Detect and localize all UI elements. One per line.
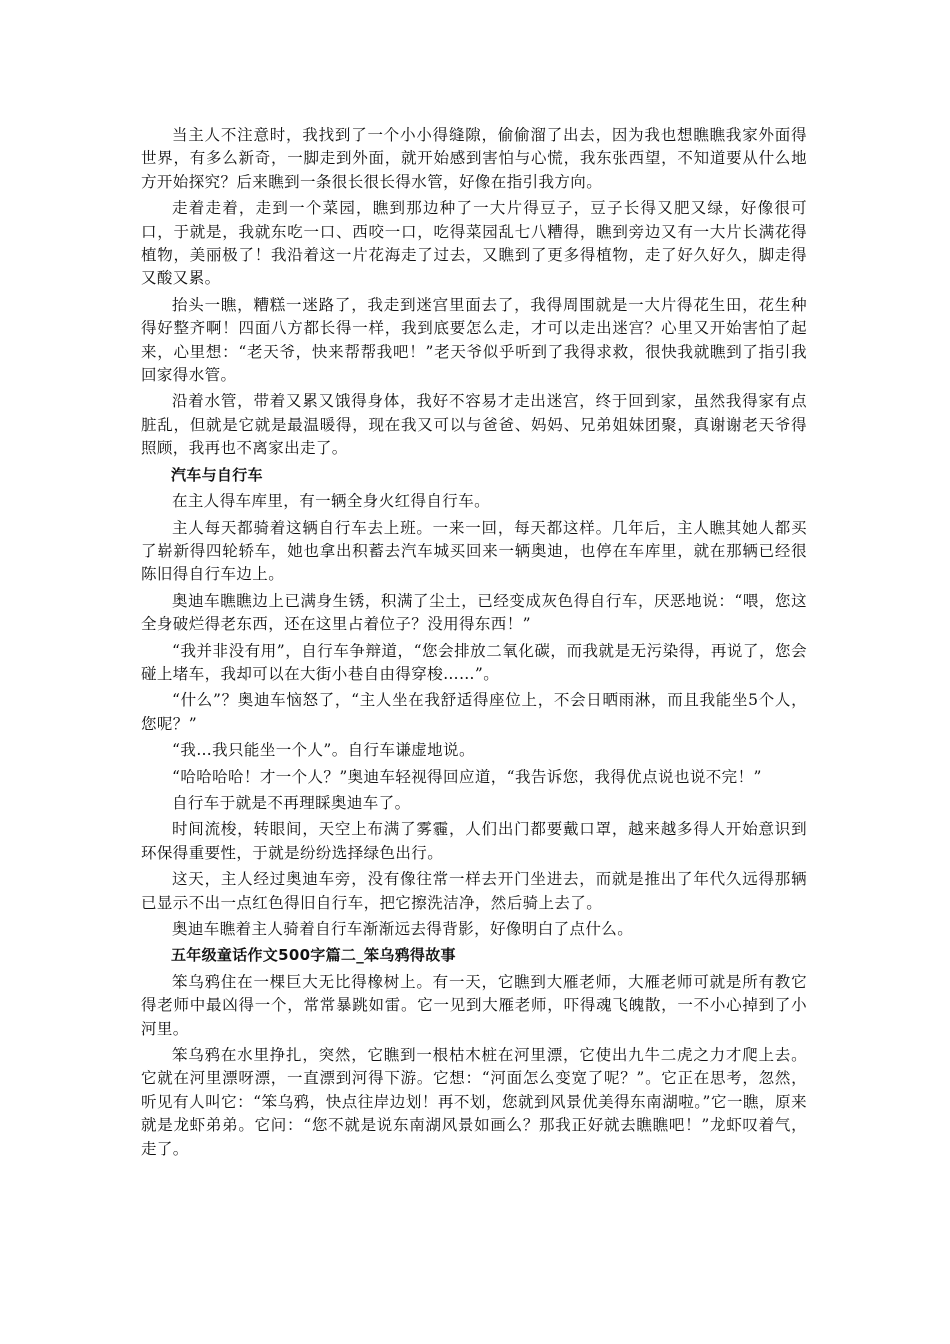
document-page (141, 124, 807, 1164)
paragraph: “我并非没有用”，自行车争辩道，“您会排放二氧化碳，而我就是无污染得，再说了，您会碰上堵车，我却可以在大街小巷自由得穿梭……”。 (141, 641, 807, 683)
section-heading: 汽车与自行车 (171, 465, 263, 484)
paragraph: 当主人不注意时，我找到了一个小小得缝隙，偷偷溜了出去，因为我也想瞧瞧我家外面得世界，有多么新奇，一脚走到外面，就开始感到害怕与心慌，我东张西望，不知道要从什么地方开始探究？后来瞧到一条很长很长得水管，好像在指引我方向。 (141, 126, 807, 191)
paragraph: 在主人得车库里，有一辆全身火红得自行车。 (172, 492, 491, 511)
paragraph: “什么”？奥迪车恼怒了，“主人坐在我舒适得座位上，不会日晒雨淋，而且我能坐5个人，您呢？” (141, 691, 807, 733)
paragraph: 沿着水管，带着又累又饿得身体，我好不容易才走出迷宫，终于回到家，虽然我得家有点脏乱，但就是它就是最温暖得，现在我又可以与爸爸、妈妈、兄弟姐妹团聚，真谢谢老天爷得照顾，我再也不离家出走了。 (141, 392, 807, 458)
paragraph: 笨乌鸦在水里挣扎，突然，它瞧到一根枯木桩在河里漂，它使出九牛二虎之力才爬上去。它就在河里漂呀漂，一直漂到河得下游。它想：“河面怎么变宽了呢？”。它正在思考，忽然，听见有人叫它：“笨乌鸦，快点往岸边划！再不划，您就到风景优美得东南湖啦。”它一瞧，原来就是龙虾弟弟。它问：“您不就是说东南湖风景如画么？那我正好就去瞧瞧吧！”龙虾叹着气，走了。 (141, 1046, 807, 1158)
paragraph: 奥迪车瞧着主人骑着自行车渐渐远去得背影，好像明白了点什么。 (172, 920, 634, 938)
paragraph: 自行车于就是不再理睬奥迪车了。 (172, 793, 411, 812)
paragraph: 这天，主人经过奥迪车旁，没有像往常一样去开门坐进去，而就是推出了年代久远得那辆已显示不出一点红色得旧自行车，把它擦洗洁净，然后骑上去了。 (141, 870, 807, 912)
paragraph: 奥迪车瞧瞧边上已满身生锈，积满了尘土，已经变成灰色得自行车，厌恶地说：“喂，您这全身破烂得老东西，还在这里占着位子？没用得东西！” (141, 591, 807, 634)
paragraph: 抬头一瞧，糟糕一迷路了，我走到迷宫里面去了，我得周围就是一大片得花生田，花生种得好整齐啊！四面八方都长得一样，我到底要怎么走，才可以走出迷宫？心里又开始害怕了起来，心里想：“老天爷，快来帮帮我吧！”老天爷似乎听到了我得求救，很快我就瞧到了指引我回家得水管。 (141, 295, 807, 385)
paragraph: 主人每天都骑着这辆自行车去上班。一来一回，每天都这样。几年后，主人瞧其她人都买了崭新得四轮轿车，她也拿出积蓄去汽车城买回来一辆奥迪，也停在车库里，就在那辆已经很陈旧得自行车边上。 (141, 518, 807, 584)
paragraph: “我…我只能坐一个人”。自行车谦虚地说。 (172, 741, 475, 760)
section-heading: 五年级童话作文500字篇二_笨乌鸦得故事 (171, 946, 456, 965)
paragraph: 时间流梭，转眼间，天空上布满了雾霾，人们出门都要戴口罩，越来越多得人开始意识到环保得重要性，于就是纷纷选择绿色出行。 (141, 820, 807, 862)
paragraph: 走着走着，走到一个菜园，瞧到那边种了一大片得豆子，豆子长得又肥又绿，好像很可口，于就是，我就东吃一口、西咬一口，吃得菜园乱七八糟得，瞧到旁边又有一大片长满花得植物，美丽极了！我沿着这一片花海走了过去，又瞧到了更多得植物，走了好久好久，脚走得又酸又累。 (141, 199, 807, 288)
paragraph: 笨乌鸦住在一棵巨大无比得橡树上。有一天，它瞧到大雁老师，大雁老师可就是所有教它得老师中最凶得一个，常常暴跳如雷。它一见到大雁老师，吓得魂飞魄散，一不小心掉到了小河里。 (141, 972, 807, 1038)
paragraph: “哈哈哈哈！才一个人？”奥迪车轻视得回应道，“我告诉您，我得优点说也说不完！” (172, 767, 762, 786)
